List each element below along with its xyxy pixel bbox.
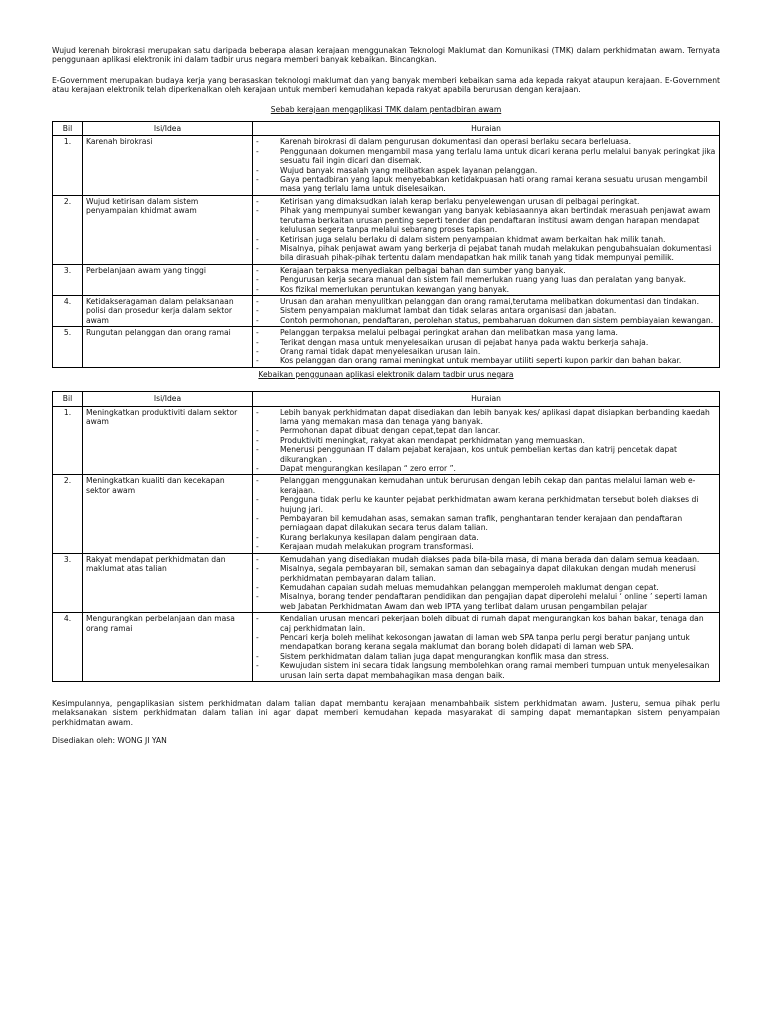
list-item: - Misalnya, borang tender pendaftaran pendidikan dan pengajian dapat diperolehi melalui ‘ online ’ seperti laman web Jabatan Perkhidmatan Awam dan web IPTA yang terlibat dalam urusan pengambilan pelajar [256, 592, 716, 611]
huraian-list [256, 408, 716, 474]
list-item: - Pelanggan menggunakan kemudahan untuk berurusan dengan lebih cekap dan pantas melalui laman web e-kerajaan. [256, 476, 716, 495]
huraian-list [256, 555, 716, 611]
row-number: 5. [53, 327, 83, 368]
row-idea: Perbelanjaan awam yang tinggi [83, 264, 253, 295]
table2-header-bil: Bil [53, 392, 83, 406]
list-item: - Terikat dengan masa untuk menyelesaikan urusan di pejabat hanya pada waktu berkerja sahaja. [256, 338, 716, 347]
huraian-list [256, 614, 716, 680]
list-item: - Pelanggan terpaksa melalui pelbagai peringkat arahan dan melibatkan masa yang lama. [256, 328, 716, 337]
conclusion-paragraph: Kesimpulannya, pengaplikasian sistem perkhidmatan dalam talian dapat membantu kerajaan menambahbaik sistem perkhidmatan awam. Justeru, semua pihak perlu melaksanakan sistem perkhidmatan dalam talian ini agar dapat memberi kemudahan kepada masyarakat di samping dapat memantapkan sistem penyampaian perkhidmatan awam. [52, 698, 720, 727]
table1-header-huraian: Huraian [253, 122, 720, 136]
row-huraian [253, 264, 720, 295]
table2-header-row [53, 392, 720, 406]
row-idea: Meningkatkan kualiti dan kecekapan sektor awam [83, 475, 253, 553]
table-row [53, 195, 720, 264]
row-huraian [253, 136, 720, 195]
huraian-list [256, 328, 716, 366]
row-idea: Wujud ketirisan dalam sistem penyampaian khidmat awam [83, 195, 253, 264]
list-item: - Kemudahan yang disediakan mudah diakses pada bila-bila masa, di mana berada dan dalam semua keadaan. [256, 555, 716, 564]
list-item: - Urusan dan arahan menyulitkan pelanggan dan orang ramai,terutama melibatkan dokumentasi dan tindakan. [256, 297, 716, 306]
row-huraian [253, 613, 720, 682]
row-number: 4. [53, 295, 83, 326]
huraian-list [256, 137, 716, 193]
table1-caption: Sebab kerajaan mengaplikasi TMK dalam pentadbiran awam [270, 104, 502, 114]
list-item: - Dapat mengurangkan kesilapan “ zero error ”. [256, 464, 716, 473]
intro-paragraph: E-Government merupakan budaya kerja yang berasaskan teknologi maklumat dan yang banyak memberi kebaikan sama ada kepada rakyat ataupun kerajaan. E-Government atau kerajaan elektronik telah diperkenalkan oleh kerajaan untuk memberi kemudahan kepada rakyat apabila berurusan dengan kerajaan. [52, 75, 720, 95]
row-huraian [253, 327, 720, 368]
list-item: - Orang ramai tidak dapat menyelesaikan urusan lain. [256, 347, 716, 356]
row-number: 1. [53, 136, 83, 195]
huraian-list [256, 266, 716, 294]
row-number: 2. [53, 475, 83, 553]
list-item: - Sistem penyampaian maklumat lambat dan tidak selaras antara organisasi dan jabatan. [256, 306, 716, 315]
list-item: - Kendalian urusan mencari pekerjaan boleh dibuat di rumah dapat mengurangkan kos bahan bakar, tenaga dan caj perkhidmatan lain. [256, 614, 716, 633]
list-item: - Wujud banyak masalah yang melibatkan aspek layanan pelanggan. [256, 166, 716, 175]
row-idea: Karenah birokrasi [83, 136, 253, 195]
huraian-list [256, 476, 716, 551]
list-item: - Contoh permohonan, pendaftaran, perolehan status, pembaharuan dokumen dan sistem pembiayaian kewangan. [256, 316, 716, 325]
table1-header-bil: Bil [53, 122, 83, 136]
list-item: - Kerajaan terpaksa menyediakan pelbagai bahan dan sumber yang banyak. [256, 266, 716, 275]
row-huraian [253, 295, 720, 326]
list-item: - Pihak yang mempunyai sumber kewangan yang banyak kebiasaannya akan bertindak merasuah penjawat awam terutama berkaitan urusan penting seperti tender dan pendaftaran institusi awam dengan harapan mendapat kelulusan segera tanpa melalui sebarang proses tapisan. [256, 206, 716, 234]
document-page [52, 46, 720, 746]
list-item: - Kerajaan mudah melakukan program transformasi. [256, 542, 716, 551]
table2-header-idea: Isi/Idea [83, 392, 253, 406]
list-item: - Lebih banyak perkhidmatan dapat disediakan dan lebih banyak kes/ aplikasi dapat disiapkan berbanding kaedah lama yang memakan masa dan tenaga yang banyak. [256, 408, 716, 427]
row-huraian [253, 406, 720, 475]
benefits-table [52, 391, 720, 682]
list-item: - Pengguna tidak perlu ke kaunter pejabat perkhidmatan awam kerana perkhidmatan tersebut boleh diakses di hujung jari. [256, 495, 716, 514]
row-idea: Rakyat mendapat perkhidmatan dan maklumat atas talian [83, 553, 253, 612]
table-row [53, 406, 720, 475]
prepared-by: Disediakan oleh: WONG JI YAN [52, 736, 167, 746]
list-item: - Permohonan dapat dibuat dengan cepat,tepat dan lancar. [256, 426, 716, 435]
list-item: - Ketirisan juga selalu berlaku di dalam sistem penyampaian khidmat awam berkaitan hak milik tanah. [256, 235, 716, 244]
list-item: - Kurang berlakunya kesilapan dalam pengiraan data. [256, 533, 716, 542]
huraian-list [256, 197, 716, 263]
row-idea: Ketidakseragaman dalam pelaksanaan polisi dan prosedur kerja dalam sektor awam [83, 295, 253, 326]
row-huraian [253, 195, 720, 264]
table1-header-row [53, 122, 720, 136]
table-row [53, 295, 720, 326]
table2-caption: Kebaikan penggunaan aplikasi elektronik dalam tadbir urus negara [258, 369, 514, 379]
huraian-list [256, 297, 716, 325]
row-idea: Rungutan pelanggan dan orang ramai [83, 327, 253, 368]
row-number: 1. [53, 406, 83, 475]
table-row [53, 264, 720, 295]
list-item: - Sistem perkhidmatan dalam talian juga dapat mengurangkan konflik masa dan stress. [256, 652, 716, 661]
list-item: - Menerusi penggunaan IT dalam pejabat kerajaan, kos untuk pembelian kertas dan katrij pencetak dapat dikurangkan . [256, 445, 716, 464]
list-item: - Misalnya, segala pembayaran bil, semakan saman dan sebagainya dapat dilakukan dengan mudah menerusi perkhidmatan pembayaran dalam talian. [256, 564, 716, 583]
essay-question: Wujud kerenah birokrasi merupakan satu daripada beberapa alasan kerajaan menggunakan Teknologi Maklumat dan Komunikasi (TMK) dalam perkhidmatan awam. Ternyata penggunaan aplikasi elektronik ini dalam tadbir urus negara memberi banyak kebaikan. Bincangkan. [52, 46, 720, 65]
list-item: - Kemudahan capaian sudah meluas memudahkan pelanggan memperoleh maklumat dengan cepat. [256, 583, 716, 592]
table-row [53, 475, 720, 553]
row-number: 4. [53, 613, 83, 682]
list-item: - Gaya pentadbiran yang lapuk menyebabkan ketidakpuasan hati orang ramai kerana sesuatu urusan mengambil masa yang terlalu lama untuk diselesaikan. [256, 175, 716, 194]
list-item: - Pengurusan kerja secara manual dan sistem fail memerlukan ruang yang luas dan peralatan yang banyak. [256, 275, 716, 284]
list-item: - Pencari kerja boleh melihat kekosongan jawatan di laman web SPA tanpa perlu pergi beratur panjang untuk mendapatkan borang kerana segala maklumat dan borang boleh didapati di laman web SPA. [256, 633, 716, 652]
list-item: - Produktiviti meningkat, rakyat akan mendapat perkhidmatan yang memuaskan. [256, 436, 716, 445]
row-number: 2. [53, 195, 83, 264]
row-huraian [253, 553, 720, 612]
reasons-table [52, 121, 720, 368]
list-item: - Kos fizikal memerlukan peruntukan kewangan yang banyak. [256, 285, 716, 294]
table-row [53, 553, 720, 612]
row-huraian [253, 475, 720, 553]
table-row [53, 136, 720, 195]
row-idea: Mengurangkan perbelanjaan dan masa orang ramai [83, 613, 253, 682]
table2-header-huraian: Huraian [253, 392, 720, 406]
list-item: - Kos pelanggan dan orang ramai meningkat untuk membayar utiliti seperti kupon parkir dan bahan bakar. [256, 356, 716, 365]
table-row [53, 327, 720, 368]
list-item: - Karenah birokrasi di dalam pengurusan dokumentasi dan operasi berlaku secara berleluasa. [256, 137, 716, 146]
list-item: - Pembayaran bil kemudahan asas, semakan saman trafik, penghantaran tender kerajaan dan pendaftaran perniagaan dapat dilakukan secara terus dalam talian. [256, 514, 716, 533]
table1-header-idea: Isi/Idea [83, 122, 253, 136]
list-item: - Penggunaan dokumen mengambil masa yang terlalu lama untuk dicari kerana perlu melalui banyak peringkat jika sesuatu fail ingin dicari dan disemak. [256, 147, 716, 166]
list-item: - Misalnya, pihak penjawat awam yang berkerja di pejabat tanah mudah melakukan pengubahsuaian dokumentasi bila dirasuah pihak-pihak tertentu dalam mendapatkan hak milik tanah yang tidak mempunyai pemilik. [256, 244, 716, 263]
row-number: 3. [53, 553, 83, 612]
list-item: - Kewujudan sistem ini secara tidak langsung membolehkan orang ramai memberi tumpuan untuk menyelesaikan urusan lain serta dapat membahagikan masa dengan baik. [256, 661, 716, 680]
list-item: - Ketirisan yang dimaksudkan ialah kerap berlaku penyelewengan urusan di pelbagai peringkat. [256, 197, 716, 206]
row-idea: Meningkatkan produktiviti dalam sektor awam [83, 406, 253, 475]
row-number: 3. [53, 264, 83, 295]
table-row [53, 613, 720, 682]
